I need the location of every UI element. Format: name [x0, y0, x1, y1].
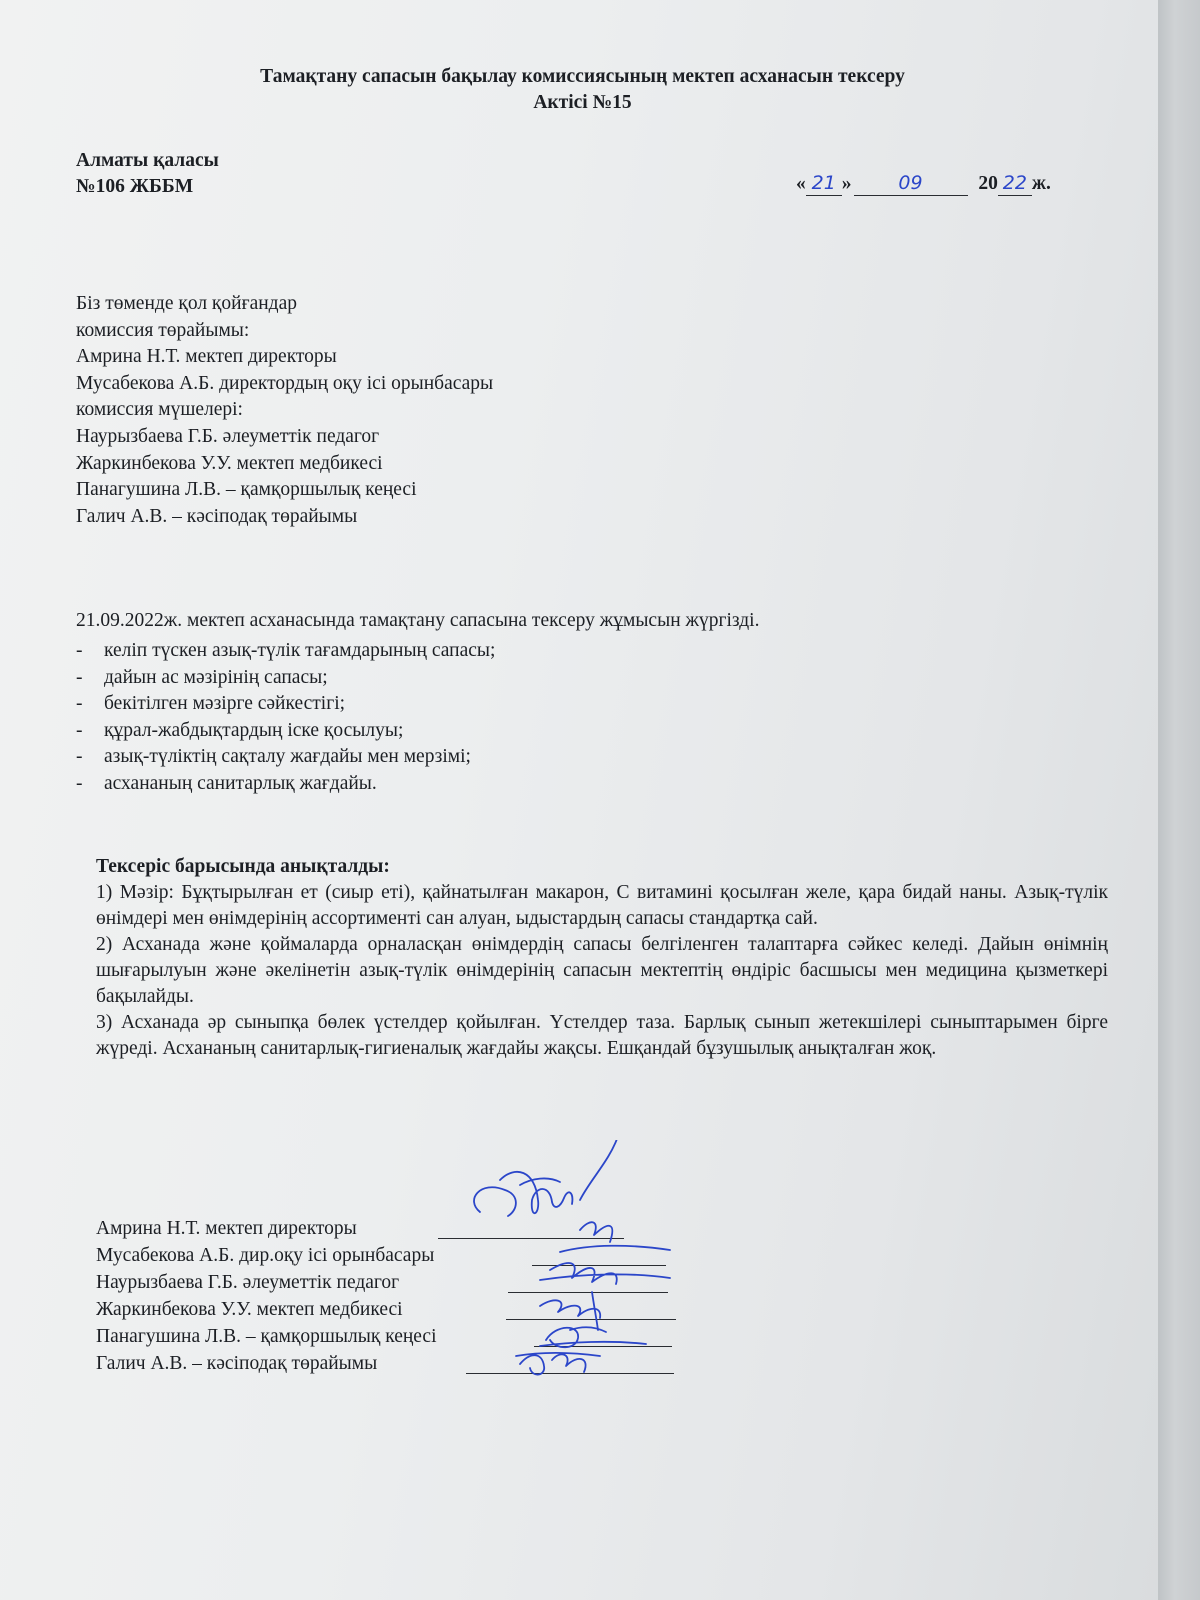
commission-line: Галич А.В. – кәсіподақ төрайымы	[76, 505, 358, 527]
date-month-field	[854, 172, 968, 196]
list-item: - асхананың санитарлық жағдайы.	[76, 772, 377, 794]
signature-label-6: Галич А.В. – кәсіподақ төрайымы	[96, 1353, 378, 1374]
findings-paragraph-2: 2) Асханада және қоймаларда орналасқан өнімдердің сапасы белгіленген талаптарға сәйкес келеді. Дайын өнімнің шығарылуын және әкелінетін азық-түлік өнімдерінің сапасын мектептің өндіріс басшысы мен медицина қызметкері бақылайды.	[96, 934, 1108, 1007]
commission-line: комиссия мүшелері:	[76, 399, 243, 421]
signature-label-1: Амрина Н.Т. мектеп директоры	[96, 1218, 357, 1239]
signature-mark-5	[540, 1327, 646, 1347]
date-suffix: ж.	[1031, 173, 1051, 194]
list-item: - келіп түскен азық-түлік тағамдарының сапасы;	[76, 640, 496, 661]
document-title-line1: Тамақтану сапасын бақылау комиссиясының мектеп асханасын тексеру	[260, 66, 905, 87]
commission-line: Мусабекова А.Б. директордың оқу ісі орынбасары	[76, 372, 494, 394]
date-month-handwritten: 09	[898, 172, 923, 194]
commission-line: комиссия төрайымы:	[76, 319, 250, 341]
findings-paragraph-3: 3) Асханада әр сыныпқа бөлек үстелдер қойылған. Үстелдер таза. Барлық сынып жетекшілері сыныптарымен бірге жүреді. Асхананың санитарлық-гигиеналық жағдайы жақсы. Ешқандай бұзушылық анықталған жоқ.	[96, 1012, 1108, 1059]
date-year-field	[998, 172, 1032, 196]
findings-body	[96, 880, 1108, 1062]
commission-block	[76, 291, 493, 530]
date-open-quote: «	[796, 173, 806, 194]
commission-line: Наурызбаева Г.Б. әлеуметтік педагог	[76, 425, 380, 447]
list-item: - азық-түліктің сақталу жағдайы мен мерзімі;	[76, 746, 471, 767]
signature-label-5: Панагушина Л.В. – қамқоршылық кеңесі	[96, 1326, 437, 1347]
handwritten-signatures	[460, 1140, 700, 1390]
signature-mark-4	[540, 1292, 600, 1330]
signature-mark-2	[560, 1222, 670, 1252]
document-title-line2: Актісі №15	[533, 92, 632, 113]
date-day-handwritten: 21	[811, 172, 836, 194]
table-edge-background	[1158, 0, 1200, 1600]
date-year-prefix: 20	[978, 173, 998, 194]
signature-label-3: Наурызбаева Г.Б. әлеуметтік педагог	[96, 1272, 400, 1293]
commission-line: Панагушина Л.В. – қамқоршылық кеңесі	[76, 479, 417, 501]
signature-mark-3	[540, 1263, 670, 1284]
date-day-field	[806, 172, 842, 196]
signature-mark-6	[516, 1353, 600, 1375]
commission-line: Амрина Н.Т. мектеп директоры	[76, 346, 337, 368]
list-item: - құрал-жабдықтардың іске қосылуы;	[76, 719, 404, 741]
commission-line: Жаркинбекова У.У. мектеп медбикесі	[76, 452, 383, 474]
city-label: Алматы қаласы	[76, 150, 219, 171]
document-date	[796, 172, 1051, 196]
findings-paragraph-1: 1) Мәзір: Бұқтырылған ет (сиыр еті), қайнатылған макарон, С витамині қосылған желе, қара бидай наны. Азық-түлік өнімдері мен өнімдерінің ассортименті сан алуан, ыдыстардың сапасы стандартқа сай.	[96, 882, 1108, 929]
signature-label-4: Жаркинбекова У.У. мектеп медбикесі	[96, 1299, 403, 1320]
list-item: - бекітілген мәзірге сәйкестігі;	[76, 693, 346, 714]
inspection-items-list	[76, 640, 495, 799]
commission-line: Біз төменде қол қойғандар	[76, 293, 297, 314]
date-year-handwritten: 22	[1002, 172, 1027, 194]
signature-label-2: Мусабекова А.Б. дир.оқу ісі орынбасары	[96, 1245, 435, 1266]
findings-heading: Тексеріс барысында анықталды:	[96, 856, 390, 877]
list-item: - дайын ас мәзірінің сапасы;	[76, 666, 328, 688]
inspection-intro: 21.09.2022ж. мектеп асханасында тамақтану сапасына тексеру жұмысын жүргізді.	[76, 610, 760, 631]
signature-mark-1b	[520, 1178, 560, 1185]
school-label: №106 ЖББМ	[76, 176, 194, 197]
date-close-quote: »	[841, 173, 852, 194]
